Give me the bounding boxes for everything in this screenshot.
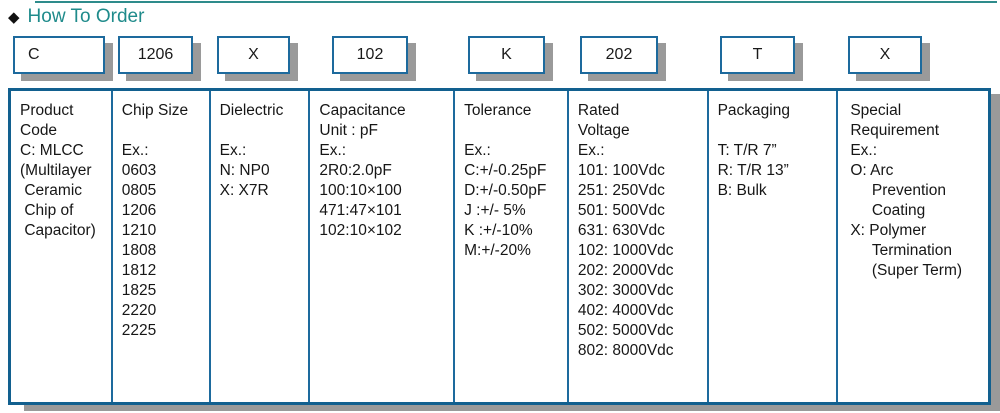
- code-box: [13, 36, 105, 74]
- column-line: B: Bulk: [717, 182, 767, 199]
- column-line: 102:10×102: [319, 222, 402, 239]
- column-line: C:+/-0.25pF: [464, 162, 547, 179]
- page-title: [8, 5, 144, 29]
- column-line: Unit : pF: [319, 122, 378, 139]
- column-line: Voltage: [577, 122, 630, 139]
- column-line: Ex.:: [850, 142, 878, 159]
- code-box: [580, 36, 658, 74]
- column-line: 0603: [121, 162, 157, 179]
- column-line: X: Polymer: [850, 222, 927, 239]
- column-line: [122, 121, 206, 141]
- table-column-special-requirement: [838, 91, 988, 402]
- column-line: O: Arc: [850, 162, 894, 179]
- code-box: [332, 36, 408, 74]
- column-line: Dielectric: [219, 102, 284, 119]
- column-line: N: NP0: [219, 162, 270, 179]
- column-line: 802: 8000Vdc: [577, 342, 674, 359]
- column-line: 102: 1000Vdc: [577, 242, 674, 259]
- code-box-label: C: [28, 46, 40, 63]
- code-box: [468, 36, 545, 74]
- column-line: Tolerance: [464, 102, 532, 119]
- code-box-label: X: [248, 46, 259, 63]
- column-line: C: MLCC: [20, 142, 84, 159]
- column-line: 0805: [121, 182, 157, 199]
- column-line: 1808: [121, 242, 157, 259]
- column-line: Ex.:: [577, 142, 605, 159]
- column-line: 302: 3000Vdc: [577, 282, 674, 299]
- column-line: K :+/-10%: [464, 222, 533, 239]
- column-line: (Multilayer: [20, 162, 92, 179]
- code-box-label: 1206: [137, 46, 174, 63]
- column-line: M:+/-20%: [464, 242, 531, 259]
- column-line: 1825: [121, 282, 157, 299]
- diamond-bullet-icon: ◆: [8, 8, 20, 26]
- table-column-product-code: [11, 91, 113, 402]
- column-line: 251: 250Vdc: [577, 182, 665, 199]
- column-line: Chip Size: [121, 102, 189, 119]
- table-column-tolerance: [455, 91, 569, 402]
- column-line: Prevention: [850, 182, 946, 199]
- column-line: 2220: [121, 302, 157, 319]
- column-line: Rated: [577, 102, 620, 119]
- code-box-label: T: [752, 46, 763, 63]
- column-line: J :+/- 5%: [464, 202, 526, 219]
- column-line: Capacitor): [20, 222, 96, 239]
- column-line: Ex.:: [464, 142, 491, 159]
- column-line: 502: 5000Vdc: [577, 322, 674, 339]
- column-line: 1812: [121, 262, 157, 279]
- column-line: Coating: [850, 202, 926, 219]
- column-line: X: X7R: [219, 182, 269, 199]
- column-line: [718, 121, 834, 141]
- column-line: 631: 630Vdc: [577, 222, 665, 239]
- column-line: T: T/R 7”: [717, 142, 777, 159]
- column-line: 2225: [121, 322, 157, 339]
- column-line: Ex.:: [219, 142, 247, 159]
- code-box-label: 202: [605, 46, 633, 63]
- column-line: 202: 2000Vdc: [577, 262, 674, 279]
- column-line: Code: [20, 122, 58, 139]
- column-line: Ceramic: [20, 182, 83, 199]
- column-line: 1206: [121, 202, 157, 219]
- column-line: 471:47×101: [319, 202, 402, 219]
- code-box: [720, 36, 795, 74]
- column-line: Packaging: [717, 102, 790, 119]
- table-column-chip-size: [113, 91, 211, 402]
- table-column-dielectric: [211, 91, 311, 402]
- table-column-capacitance: [310, 91, 455, 402]
- title-rule: [35, 1, 997, 3]
- column-line: Ex.:: [319, 142, 347, 159]
- column-line: Product: [20, 102, 74, 119]
- column-line: Special: [850, 102, 902, 119]
- code-box: [848, 36, 922, 74]
- page-title-text: How To Order: [27, 5, 145, 27]
- column-line: 2R0:2.0pF: [319, 162, 392, 179]
- order-code-table: [8, 88, 991, 405]
- column-line: [220, 121, 306, 141]
- column-line: Chip of: [20, 202, 74, 219]
- column-line: [464, 121, 564, 141]
- table-column-rated-voltage: [569, 91, 709, 402]
- code-box: [217, 36, 290, 74]
- code-box: [118, 36, 193, 74]
- column-line: R: T/R 13”: [717, 162, 789, 179]
- column-line: Capacitance: [319, 102, 406, 119]
- column-line: 1210: [121, 222, 157, 239]
- column-line: D:+/-0.50pF: [464, 182, 547, 199]
- column-line: 100:10×100: [319, 182, 402, 199]
- column-line: (Super Term): [850, 262, 963, 279]
- code-box-label: X: [879, 46, 891, 63]
- code-box-label: 102: [356, 46, 384, 63]
- code-box-label: K: [501, 46, 512, 63]
- column-line: 402: 4000Vdc: [577, 302, 674, 319]
- column-line: Ex.:: [121, 142, 149, 159]
- table-column-packaging: [709, 91, 839, 402]
- column-line: 501: 500Vdc: [577, 202, 665, 219]
- column-line: Requirement: [850, 122, 940, 139]
- column-line: Termination: [850, 242, 952, 259]
- column-line: 101: 100Vdc: [577, 162, 665, 179]
